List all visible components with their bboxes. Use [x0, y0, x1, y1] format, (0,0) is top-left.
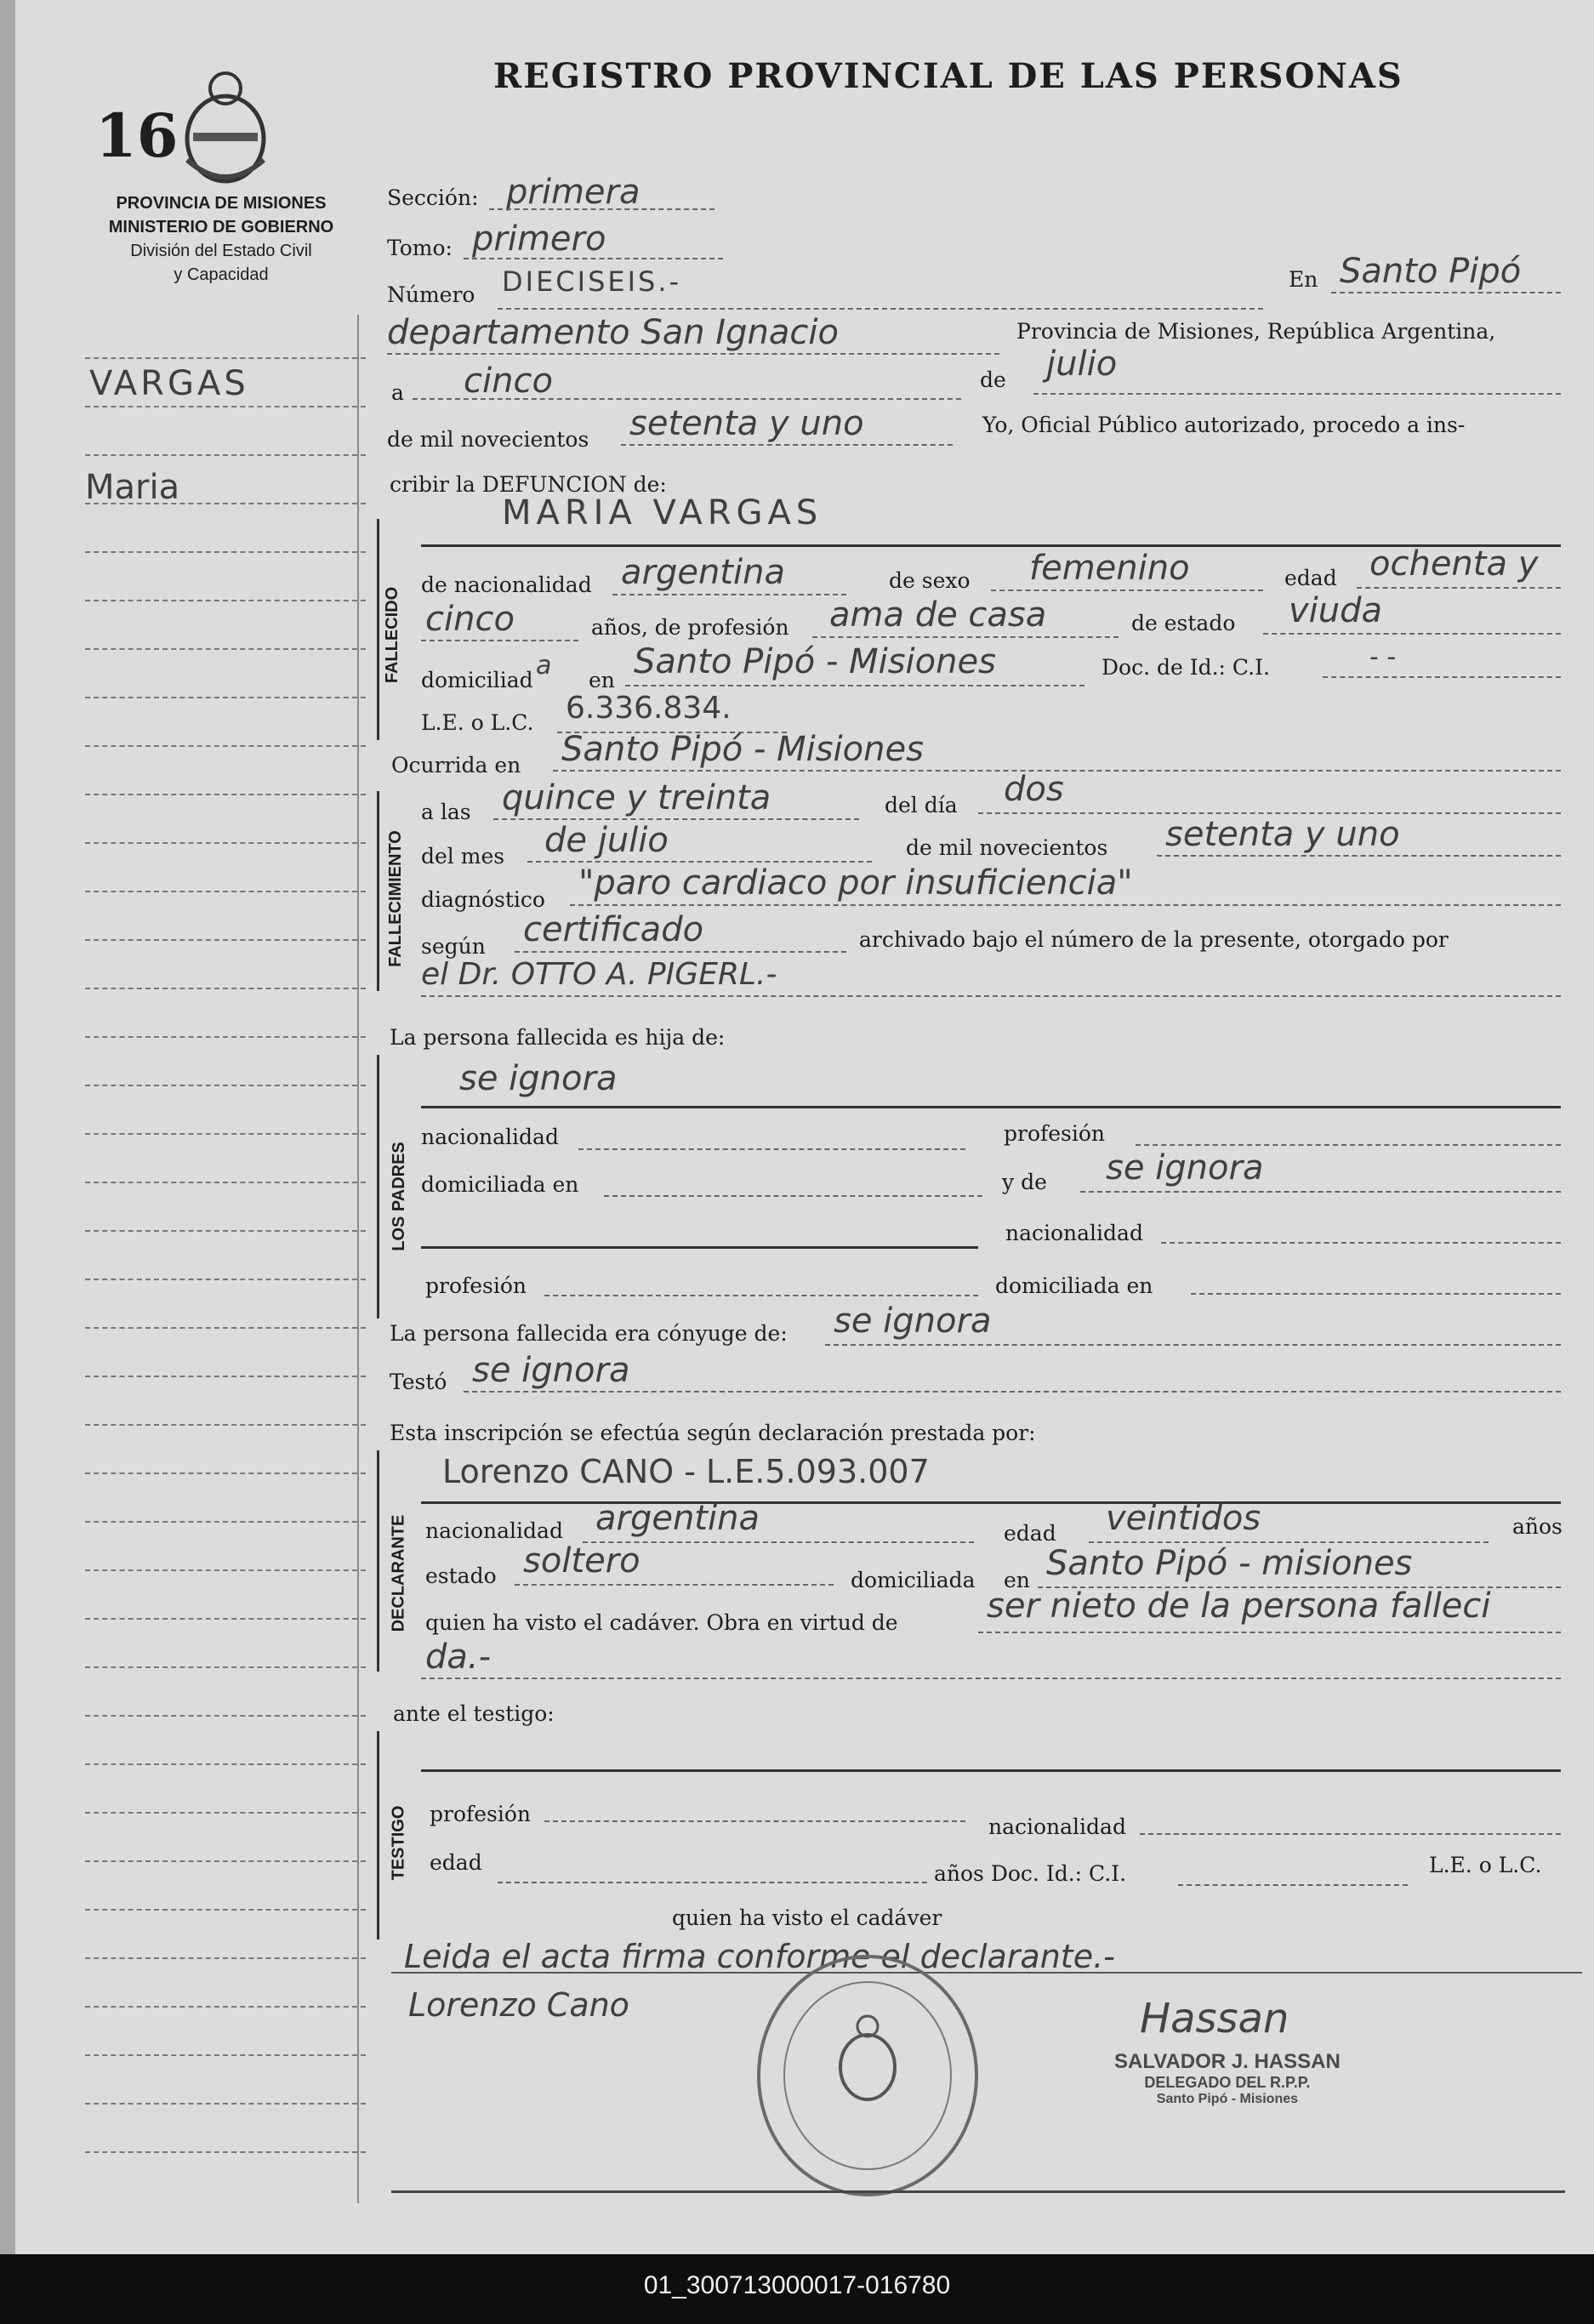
- value-lc-number: 6.336.834.: [566, 691, 732, 726]
- value-decl-estado: soltero: [523, 1541, 640, 1581]
- label-testo: Testó: [390, 1370, 447, 1394]
- margin-rule-line: [85, 1569, 366, 1571]
- label-de-mil-2: de mil novecientos: [906, 835, 1108, 860]
- stamp-role: DELEGADO DEL R.P.P.: [1144, 2074, 1311, 2091]
- label-del-dia: del día: [885, 793, 958, 817]
- value-decl-nacionalidad: argentina: [595, 1499, 760, 1538]
- value-madre: se ignora: [1106, 1148, 1264, 1188]
- label-segun: según: [421, 934, 486, 959]
- label-decl-en: en: [1004, 1568, 1030, 1592]
- margin-rule-line: [85, 1279, 366, 1280]
- label-edad: edad: [1284, 566, 1337, 590]
- label-declaracion: Esta inscripción se efectúa según declaración prestada por:: [390, 1421, 1036, 1445]
- value-decl-domicilio: Santo Pipó - misiones: [1046, 1544, 1413, 1583]
- label-tomo: Tomo:: [387, 236, 453, 260]
- side-label-testigo: TESTIGO: [389, 1805, 408, 1881]
- margin-rule-line: [85, 1860, 366, 1862]
- margin-rule-line: [85, 406, 366, 407]
- value-tomo: primero: [472, 219, 606, 259]
- ministry-line-2: MINISTERIO DE GOBIERNO: [108, 218, 334, 236]
- margin-rule-line: [85, 1909, 366, 1911]
- margin-rule-line: [85, 2006, 366, 2008]
- margin-rule-line: [85, 2054, 366, 2056]
- label-ante-testigo: ante el testigo:: [393, 1701, 555, 1726]
- margin-rule-line: [85, 745, 366, 747]
- margin-rule-line: [85, 697, 366, 698]
- label-cribir: cribir la DEFUNCION de:: [390, 472, 667, 497]
- ministry-line-1: PROVINCIA DE MISIONES: [116, 194, 327, 213]
- label-de-estado: de estado: [1131, 611, 1236, 635]
- margin-rule-line: [85, 1666, 366, 1668]
- side-label-fallecido: FALLECIDO: [383, 586, 402, 684]
- margin-rule-line: [85, 1085, 366, 1086]
- margin-rule-line: [85, 1715, 366, 1717]
- label-a-las: a las: [421, 800, 471, 824]
- label-nacionalidad-padre: nacionalidad: [421, 1125, 559, 1149]
- stamp-place: Santo Pipó - Misiones: [1156, 2092, 1299, 2106]
- label-y-de: y de: [1002, 1170, 1047, 1194]
- value-profesion: ama de casa: [829, 595, 1047, 635]
- margin-rule-line: [85, 1763, 366, 1765]
- value-domiciliad-suffix: a: [536, 651, 552, 681]
- label-domiciliada-en-padre: domiciliada en: [421, 1172, 579, 1197]
- label-en: En: [1289, 267, 1318, 292]
- label-decl-nacionalidad: nacionalidad: [425, 1518, 563, 1543]
- value-medico: el Dr. OTTO A. PIGERL.-: [421, 957, 777, 992]
- value-numero: DIECISEIS.-: [502, 265, 682, 298]
- value-mes: julio: [1046, 345, 1118, 384]
- label-quien-cadaver: quien ha visto el cadáver. Obra en virtud de: [425, 1610, 898, 1635]
- value-lectura: Leida el acta firma conforme el declarante.-: [404, 1938, 1115, 1975]
- side-label-declarante: DECLARANTE: [389, 1514, 408, 1632]
- label-testigo-profesion: profesión: [430, 1802, 532, 1826]
- label-ocurrida-en: Ocurrida en: [391, 753, 521, 778]
- value-domicilio: Santo Pipó - Misiones: [634, 642, 996, 681]
- margin-rule-line: [85, 1957, 366, 1959]
- margin-rule-line: [85, 1182, 366, 1183]
- label-decl-edad: edad: [1004, 1521, 1056, 1546]
- label-quien-visto: quien ha visto el cadáver: [672, 1905, 942, 1930]
- value-departamento: departamento San Ignacio: [387, 313, 839, 352]
- margin-rule-line: [85, 1424, 366, 1426]
- margin-rule-line: [85, 1376, 366, 1377]
- value-en: Santo Pipó: [1340, 252, 1522, 291]
- value-segun: certificado: [523, 910, 704, 949]
- bottom-frame-line: [391, 2190, 1565, 2193]
- margin-rule-line: [85, 1521, 366, 1523]
- value-anio-fall: setenta y uno: [1165, 815, 1400, 854]
- value-obra-virtud-2: da.-: [425, 1638, 492, 1677]
- value-decl-edad: veintidos: [1106, 1499, 1261, 1538]
- label-le-lc: L.E. o L.C.: [421, 710, 534, 735]
- margin-rule-line: [85, 357, 366, 359]
- value-sexo: femenino: [1029, 549, 1190, 588]
- value-edad-2: cinco: [425, 600, 515, 639]
- official-stamp: [1114, 2050, 1341, 2107]
- label-domiciliad: domiciliad: [421, 668, 533, 692]
- margin-rule-line: [85, 988, 366, 989]
- label-diagnostico: diagnóstico: [421, 887, 545, 912]
- scan-caption: 01_300713000017-016780: [643, 2271, 951, 2299]
- label-nacionalidad: de nacionalidad: [421, 572, 592, 597]
- label-de-mil: de mil novecientos: [387, 427, 589, 452]
- label-del-mes: del mes: [421, 844, 505, 869]
- value-testo: se ignora: [472, 1351, 630, 1390]
- value-estado: viuda: [1289, 591, 1383, 630]
- label-profesion-padre: profesión: [1004, 1121, 1106, 1146]
- margin-surname: VARGAS: [89, 364, 249, 403]
- label-decl-estado: estado: [425, 1564, 497, 1588]
- margin-rule-line: [85, 1230, 366, 1232]
- label-yo-oficial: Yo, Oficial Público autorizado, procedo a ins-: [982, 413, 1466, 437]
- label-en-domicilio: en: [589, 668, 615, 692]
- label-doc-id: Doc. de Id.: C.I.: [1102, 655, 1270, 680]
- label-decl-domiciliada: domiciliada: [851, 1568, 976, 1592]
- official-seal: [749, 1948, 987, 2203]
- binding-edge: [0, 0, 15, 2254]
- stamp-name: SALVADOR J. HASSAN: [1114, 2050, 1341, 2073]
- label-anos-profesion: años, de profesión: [591, 615, 789, 640]
- closing-line: [391, 1972, 1582, 1974]
- label-decl-anos: años: [1512, 1514, 1563, 1539]
- coat-of-arms-emblem: [174, 58, 276, 185]
- margin-rule-line: [85, 1327, 366, 1329]
- value-obra-virtud-1: ser nieto de la persona falleci: [987, 1586, 1491, 1626]
- value-mes-fall: de julio: [544, 821, 669, 860]
- official-signature: Hassan: [1140, 1995, 1289, 2042]
- margin-rule-line: [85, 2103, 366, 2105]
- margin-rule-line: [85, 842, 366, 844]
- value-conyuge: se ignora: [834, 1302, 992, 1341]
- margin-rule-line: [85, 600, 366, 601]
- label-archivado: archivado bajo el número de la presente, otorgado por: [859, 927, 1449, 952]
- ministry-line-4: y Capacidad: [174, 265, 269, 284]
- value-anio: setenta y uno: [629, 404, 864, 443]
- label-testigo-edad: edad: [430, 1850, 482, 1875]
- value-diagnostico: "paro cardiaco por insuficiencia": [578, 863, 1133, 903]
- label-numero: Número: [387, 282, 475, 307]
- margin-rule-line: [85, 1036, 366, 1038]
- side-label-padres: LOS PADRES: [389, 1142, 408, 1251]
- ministry-block: [77, 191, 366, 287]
- value-firma-declarante: Lorenzo Cano: [408, 1986, 629, 2024]
- margin-rule-line: [85, 2151, 366, 2153]
- margin-rule-line: [85, 794, 366, 795]
- value-nombre: MARIA VARGAS: [502, 493, 823, 533]
- label-profesion-madre: profesión: [425, 1273, 527, 1298]
- margin-divider: [357, 315, 359, 2203]
- label-seccion: Sección:: [387, 185, 479, 210]
- value-hora: quince y treinta: [502, 778, 771, 817]
- value-padre: se ignora: [459, 1059, 618, 1098]
- value-dia: cinco: [464, 362, 553, 401]
- label-testigo-anos-doc: años Doc. Id.: C.I.: [934, 1861, 1127, 1886]
- value-declarante: Lorenzo CANO - L.E.5.093.007: [442, 1453, 930, 1490]
- margin-rule-line: [85, 1472, 366, 1474]
- label-de: de: [980, 367, 1006, 392]
- label-provincia: Provincia de Misiones, República Argentina,: [1016, 319, 1496, 344]
- label-domiciliada-en-madre: domiciliada en: [995, 1273, 1153, 1298]
- value-seccion: primera: [506, 173, 640, 212]
- margin-rule-line: [85, 454, 366, 456]
- label-hija-de: La persona fallecida es hija de:: [390, 1025, 726, 1050]
- margin-rule-line: [85, 1618, 366, 1620]
- margin-rule-line: [85, 1133, 366, 1135]
- label-testigo-le-lc: L.E. o L.C.: [1429, 1853, 1542, 1877]
- document-title: REGISTRO PROVINCIAL DE LAS PERSONAS: [493, 56, 1403, 96]
- ministry-line-3: División del Estado Civil: [130, 242, 312, 260]
- value-dia-fall: dos: [1004, 770, 1064, 809]
- margin-rule-line: [85, 891, 366, 892]
- label-testigo-nacionalidad: nacionalidad: [988, 1814, 1126, 1839]
- label-a: a: [391, 380, 404, 405]
- value-ocurrida: Santo Pipó - Misiones: [561, 730, 924, 769]
- side-label-fallecimiento: FALLECIMIENTO: [385, 830, 405, 967]
- page-number: 16: [95, 100, 179, 171]
- label-conyuge: La persona fallecida era cónyuge de:: [390, 1321, 788, 1346]
- margin-rule-line: [85, 551, 366, 553]
- margin-rule-line: [85, 648, 366, 650]
- value-nacionalidad: argentina: [621, 553, 785, 592]
- margin-rule-line: [85, 1812, 366, 1814]
- margin-given-name: Maria: [85, 468, 180, 507]
- value-edad-1: ochenta y: [1369, 544, 1539, 584]
- label-nacionalidad-madre: nacionalidad: [1005, 1221, 1143, 1245]
- label-de-sexo: de sexo: [889, 568, 971, 593]
- value-ci: - -: [1369, 642, 1397, 672]
- margin-rule-line: [85, 939, 366, 941]
